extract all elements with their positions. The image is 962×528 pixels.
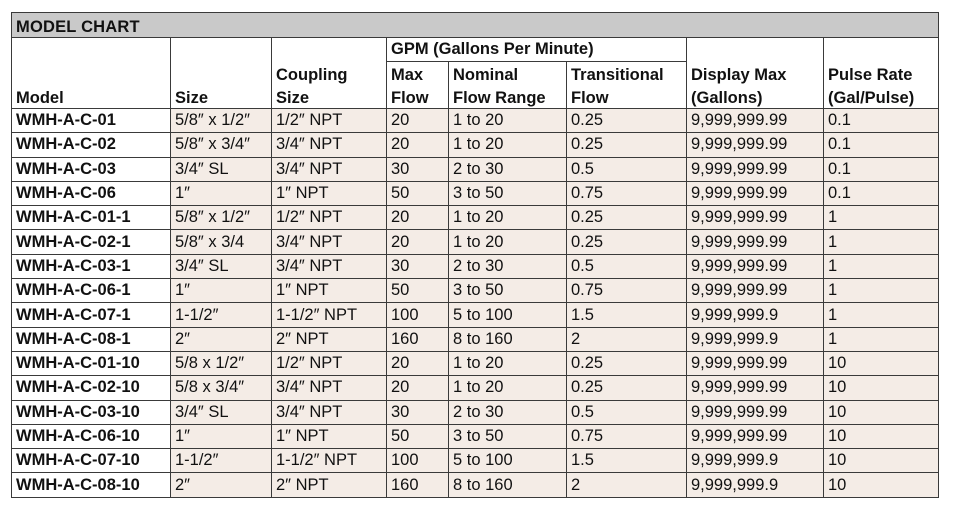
table-row xyxy=(12,473,939,497)
pulse-rate-cell: 0.1 xyxy=(824,133,939,157)
pulse-rate-cell: 1 xyxy=(824,230,939,254)
pulse-rate-cell: 1 xyxy=(824,303,939,327)
pulse-rate-cell: 10 xyxy=(824,351,939,375)
coupling-cell: 1″ NPT xyxy=(272,279,387,303)
pulse-rate-cell: 1 xyxy=(824,206,939,230)
nominal-flow-cell: 2 to 30 xyxy=(449,254,567,278)
max-flow-cell: 100 xyxy=(387,303,449,327)
max-flow-cell: 20 xyxy=(387,230,449,254)
table-row xyxy=(12,351,939,375)
size-cell: 5/8″ x 1/2″ xyxy=(171,206,272,230)
nominal-flow-cell: 1 to 20 xyxy=(449,133,567,157)
nominal-flow-cell: 3 to 50 xyxy=(449,424,567,448)
nominal-flow-cell: 8 to 160 xyxy=(449,327,567,351)
header-pulse-top: Pulse Rate xyxy=(824,62,939,86)
model-cell: WMH-A-C-08-1 xyxy=(12,327,171,351)
header-transitional-top: Transitional xyxy=(567,62,687,86)
size-cell: 1″ xyxy=(171,424,272,448)
size-cell: 5/8 x 1/2″ xyxy=(171,351,272,375)
table-row xyxy=(12,206,939,230)
model-cell: WMH-A-C-06-1 xyxy=(12,279,171,303)
model-cell: WMH-A-C-06-10 xyxy=(12,424,171,448)
max-flow-cell: 30 xyxy=(387,254,449,278)
size-cell: 1″ xyxy=(171,279,272,303)
max-flow-cell: 20 xyxy=(387,376,449,400)
nominal-flow-cell: 2 to 30 xyxy=(449,157,567,181)
nominal-flow-cell: 2 to 30 xyxy=(449,400,567,424)
table-title: MODEL CHART xyxy=(12,13,939,38)
transitional-flow-cell: 2 xyxy=(567,473,687,497)
pulse-rate-cell: 0.1 xyxy=(824,109,939,133)
coupling-cell: 3/4″ NPT xyxy=(272,133,387,157)
header-model: Model xyxy=(12,85,171,109)
transitional-flow-cell: 0.25 xyxy=(567,109,687,133)
size-cell: 2″ xyxy=(171,473,272,497)
header-nominal-top: Nominal xyxy=(449,62,567,86)
transitional-flow-cell: 0.75 xyxy=(567,279,687,303)
max-flow-cell: 20 xyxy=(387,206,449,230)
max-flow-cell: 50 xyxy=(387,279,449,303)
size-cell: 5/8″ x 1/2″ xyxy=(171,109,272,133)
size-cell: 3/4″ SL xyxy=(171,254,272,278)
coupling-cell: 1″ NPT xyxy=(272,181,387,205)
coupling-cell: 3/4″ NPT xyxy=(272,376,387,400)
nominal-flow-cell: 1 to 20 xyxy=(449,230,567,254)
model-cell: WMH-A-C-03-1 xyxy=(12,254,171,278)
header-maxflow-bottom: Flow xyxy=(387,85,449,109)
pulse-rate-cell: 10 xyxy=(824,473,939,497)
table-row xyxy=(12,279,939,303)
size-cell: 5/8 x 3/4″ xyxy=(171,376,272,400)
max-flow-cell: 50 xyxy=(387,424,449,448)
display-max-cell: 9,999,999.99 xyxy=(687,424,824,448)
coupling-cell: 1-1/2″ NPT xyxy=(272,449,387,473)
display-max-cell: 9,999,999.9 xyxy=(687,473,824,497)
table-row xyxy=(12,303,939,327)
header-coupling-bottom: Size xyxy=(272,85,387,109)
model-cell: WMH-A-C-01 xyxy=(12,109,171,133)
coupling-cell: 1/2″ NPT xyxy=(272,206,387,230)
model-cell: WMH-A-C-07-1 xyxy=(12,303,171,327)
model-cell: WMH-A-C-08-10 xyxy=(12,473,171,497)
model-cell: WMH-A-C-03 xyxy=(12,157,171,181)
pulse-rate-cell: 0.1 xyxy=(824,157,939,181)
transitional-flow-cell: 0.25 xyxy=(567,206,687,230)
transitional-flow-cell: 0.5 xyxy=(567,400,687,424)
table-row xyxy=(12,133,939,157)
max-flow-cell: 100 xyxy=(387,449,449,473)
table-row xyxy=(12,424,939,448)
coupling-cell: 1/2″ NPT xyxy=(272,109,387,133)
nominal-flow-cell: 1 to 20 xyxy=(449,376,567,400)
header-nominal-bottom: Flow Range xyxy=(449,85,567,109)
transitional-flow-cell: 0.5 xyxy=(567,254,687,278)
pulse-rate-cell: 1 xyxy=(824,254,939,278)
table-row xyxy=(12,449,939,473)
max-flow-cell: 160 xyxy=(387,327,449,351)
transitional-flow-cell: 2 xyxy=(567,327,687,351)
model-cell: WMH-A-C-01-10 xyxy=(12,351,171,375)
pulse-rate-cell: 1 xyxy=(824,279,939,303)
transitional-flow-cell: 0.75 xyxy=(567,424,687,448)
display-max-cell: 9,999,999.99 xyxy=(687,351,824,375)
table-row xyxy=(12,376,939,400)
coupling-cell: 2″ NPT xyxy=(272,327,387,351)
model-cell: WMH-A-C-03-10 xyxy=(12,400,171,424)
coupling-cell: 3/4″ NPT xyxy=(272,157,387,181)
table-row xyxy=(12,181,939,205)
table-row xyxy=(12,109,939,133)
model-cell: WMH-A-C-07-10 xyxy=(12,449,171,473)
transitional-flow-cell: 0.25 xyxy=(567,230,687,254)
transitional-flow-cell: 0.25 xyxy=(567,376,687,400)
model-cell: WMH-A-C-02-1 xyxy=(12,230,171,254)
nominal-flow-cell: 3 to 50 xyxy=(449,279,567,303)
max-flow-cell: 20 xyxy=(387,133,449,157)
display-max-cell: 9,999,999.99 xyxy=(687,254,824,278)
max-flow-cell: 160 xyxy=(387,473,449,497)
transitional-flow-cell: 1.5 xyxy=(567,449,687,473)
pulse-rate-cell: 10 xyxy=(824,449,939,473)
max-flow-cell: 30 xyxy=(387,157,449,181)
size-cell: 5/8″ x 3/4″ xyxy=(171,133,272,157)
size-cell: 1-1/2″ xyxy=(171,303,272,327)
display-max-cell: 9,999,999.99 xyxy=(687,109,824,133)
model-cell: WMH-A-C-02 xyxy=(12,133,171,157)
coupling-cell: 1-1/2″ NPT xyxy=(272,303,387,327)
display-max-cell: 9,999,999.9 xyxy=(687,327,824,351)
header-size-top xyxy=(171,62,272,86)
display-max-cell: 9,999,999.99 xyxy=(687,400,824,424)
model-cell: WMH-A-C-01-1 xyxy=(12,206,171,230)
coupling-cell: 1/2″ NPT xyxy=(272,351,387,375)
coupling-cell: 3/4″ NPT xyxy=(272,400,387,424)
header-gpm-group: GPM (Gallons Per Minute) xyxy=(387,38,687,62)
table-row xyxy=(12,230,939,254)
header-transitional-bottom: Flow xyxy=(567,85,687,109)
header-display-top: Display Max xyxy=(687,62,824,86)
coupling-cell: 1″ NPT xyxy=(272,424,387,448)
header-size-spacer xyxy=(171,38,272,62)
table-row xyxy=(12,400,939,424)
header-pulse-bottom: (Gal/Pulse) xyxy=(824,85,939,109)
nominal-flow-cell: 1 to 20 xyxy=(449,351,567,375)
max-flow-cell: 30 xyxy=(387,400,449,424)
header-maxflow-top: Max xyxy=(387,62,449,86)
nominal-flow-cell: 1 to 20 xyxy=(449,206,567,230)
pulse-rate-cell: 10 xyxy=(824,424,939,448)
table-row xyxy=(12,254,939,278)
max-flow-cell: 50 xyxy=(387,181,449,205)
header-coupling-top: Coupling xyxy=(272,62,387,86)
display-max-cell: 9,999,999.9 xyxy=(687,303,824,327)
display-max-cell: 9,999,999.99 xyxy=(687,157,824,181)
model-cell: WMH-A-C-06 xyxy=(12,181,171,205)
header-model-top xyxy=(12,62,171,86)
display-max-cell: 9,999,999.99 xyxy=(687,133,824,157)
size-cell: 3/4″ SL xyxy=(171,400,272,424)
nominal-flow-cell: 5 to 100 xyxy=(449,303,567,327)
transitional-flow-cell: 0.5 xyxy=(567,157,687,181)
header-model-spacer xyxy=(12,38,171,62)
nominal-flow-cell: 3 to 50 xyxy=(449,181,567,205)
pulse-rate-cell: 1 xyxy=(824,327,939,351)
coupling-cell: 2″ NPT xyxy=(272,473,387,497)
transitional-flow-cell: 1.5 xyxy=(567,303,687,327)
max-flow-cell: 20 xyxy=(387,109,449,133)
table-row xyxy=(12,157,939,181)
header-pulse-spacer xyxy=(824,38,939,62)
size-cell: 3/4″ SL xyxy=(171,157,272,181)
coupling-cell: 3/4″ NPT xyxy=(272,254,387,278)
display-max-cell: 9,999,999.9 xyxy=(687,449,824,473)
header-size: Size xyxy=(171,85,272,109)
display-max-cell: 9,999,999.99 xyxy=(687,206,824,230)
display-max-cell: 9,999,999.99 xyxy=(687,376,824,400)
pulse-rate-cell: 0.1 xyxy=(824,181,939,205)
coupling-cell: 3/4″ NPT xyxy=(272,230,387,254)
transitional-flow-cell: 0.25 xyxy=(567,133,687,157)
table-body xyxy=(12,109,939,498)
nominal-flow-cell: 1 to 20 xyxy=(449,109,567,133)
nominal-flow-cell: 8 to 160 xyxy=(449,473,567,497)
pulse-rate-cell: 10 xyxy=(824,376,939,400)
size-cell: 5/8″ x 3/4 xyxy=(171,230,272,254)
size-cell: 1-1/2″ xyxy=(171,449,272,473)
transitional-flow-cell: 0.75 xyxy=(567,181,687,205)
model-cell: WMH-A-C-02-10 xyxy=(12,376,171,400)
pulse-rate-cell: 10 xyxy=(824,400,939,424)
size-cell: 1″ xyxy=(171,181,272,205)
size-cell: 2″ xyxy=(171,327,272,351)
display-max-cell: 9,999,999.99 xyxy=(687,279,824,303)
nominal-flow-cell: 5 to 100 xyxy=(449,449,567,473)
max-flow-cell: 20 xyxy=(387,351,449,375)
header-display-bottom: (Gallons) xyxy=(687,85,824,109)
model-chart xyxy=(11,12,938,498)
display-max-cell: 9,999,999.99 xyxy=(687,230,824,254)
display-max-cell: 9,999,999.99 xyxy=(687,181,824,205)
table-row xyxy=(12,327,939,351)
transitional-flow-cell: 0.25 xyxy=(567,351,687,375)
header-display-spacer xyxy=(687,38,824,62)
model-chart-table xyxy=(11,12,939,498)
header-coupling-spacer xyxy=(272,38,387,62)
